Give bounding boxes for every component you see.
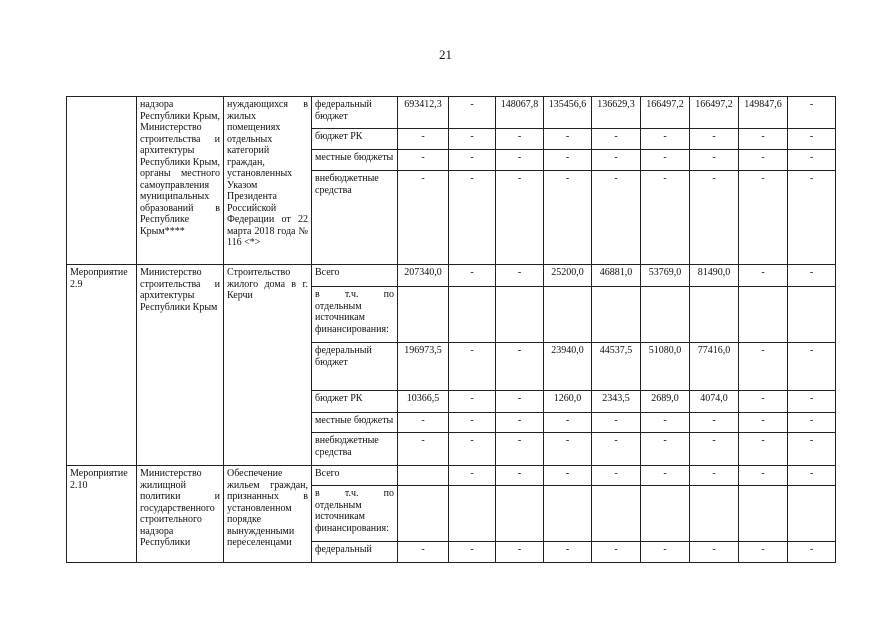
year-value: - [739, 171, 788, 265]
year-value [739, 486, 788, 542]
year-value: 44537,5 [592, 343, 641, 391]
year-value: 1260,0 [544, 391, 592, 413]
source-name: федеральный бюджет [312, 97, 398, 129]
total-value: 207340,0 [398, 265, 449, 287]
total-value: - [398, 413, 449, 433]
year-value: - [544, 413, 592, 433]
year-value: - [739, 343, 788, 391]
year-value: - [449, 542, 496, 563]
year-value [690, 486, 739, 542]
year-value: - [496, 129, 544, 150]
year-value [641, 486, 690, 542]
year-value: 166497,2 [641, 97, 690, 129]
year-value [449, 486, 496, 542]
year-value: - [690, 129, 739, 150]
year-value: - [739, 466, 788, 486]
year-value [739, 287, 788, 343]
year-value: 23940,0 [544, 343, 592, 391]
year-value: - [739, 413, 788, 433]
year-value: - [788, 433, 836, 466]
year-value: - [690, 433, 739, 466]
table-row [67, 97, 836, 129]
year-value [496, 486, 544, 542]
source-name: внебюджетные средства [312, 433, 398, 466]
year-value: - [641, 542, 690, 563]
year-value: 4074,0 [690, 391, 739, 413]
year-value: - [788, 171, 836, 265]
total-value: 10366,5 [398, 391, 449, 413]
year-value: 135456,6 [544, 97, 592, 129]
description-cell: нуждающихся в жилых помещениях отдельных категорий граждан, установленных Указом Президента Российской Федерации от 22 марта 2018 года № 116 <*> [224, 97, 312, 265]
year-value: - [449, 150, 496, 171]
year-value: - [690, 171, 739, 265]
year-value: 51080,0 [641, 343, 690, 391]
year-value [496, 287, 544, 343]
source-name: Всего [312, 466, 398, 486]
executor-cell: Министерство жилищной политики и государственного строительного надзора Республики [137, 466, 224, 563]
year-value: - [641, 466, 690, 486]
year-value: - [449, 129, 496, 150]
total-value: 196973,5 [398, 343, 449, 391]
year-value: - [496, 343, 544, 391]
source-name: федеральный [312, 542, 398, 563]
year-value: 2689,0 [641, 391, 690, 413]
year-value: - [788, 413, 836, 433]
year-value: - [788, 97, 836, 129]
year-value: - [690, 542, 739, 563]
year-value: - [641, 150, 690, 171]
total-value: - [398, 433, 449, 466]
year-value: - [592, 466, 641, 486]
year-value: - [641, 413, 690, 433]
year-value: 77416,0 [690, 343, 739, 391]
year-value [592, 486, 641, 542]
year-value: - [690, 413, 739, 433]
total-value [398, 466, 449, 486]
event-cell: Мероприятие 2.10 [67, 466, 137, 563]
year-value: - [449, 466, 496, 486]
financing-table [66, 96, 836, 563]
year-value: - [788, 466, 836, 486]
description-cell: Обеспечение жильем граждан, признанных в установленном порядке вынужденными переселенцами [224, 466, 312, 563]
source-name: бюджет РК [312, 391, 398, 413]
year-value: - [788, 129, 836, 150]
executor-cell: надзора Республики Крым, Министерство строительства и архитектуры Республики Крым, органы местного самоуправления муниципальных образований в Республике Крым**** [137, 97, 224, 265]
year-value: - [496, 433, 544, 466]
year-value: - [690, 466, 739, 486]
year-value: - [788, 343, 836, 391]
year-value: - [544, 129, 592, 150]
year-value: - [544, 150, 592, 171]
year-value: - [544, 433, 592, 466]
page-number: 21 [439, 47, 452, 62]
year-value: 81490,0 [690, 265, 739, 287]
source-name: местные бюджеты [312, 150, 398, 171]
total-value [398, 287, 449, 343]
year-value: - [690, 150, 739, 171]
year-value: - [449, 97, 496, 129]
year-value: - [592, 150, 641, 171]
source-name: федеральный бюджет [312, 343, 398, 391]
year-value [544, 486, 592, 542]
year-value: - [739, 265, 788, 287]
total-value: - [398, 150, 449, 171]
description-cell: Строительство жилого дома в г. Керчи [224, 265, 312, 466]
total-value: 693412,3 [398, 97, 449, 129]
year-value: - [788, 265, 836, 287]
year-value: - [592, 129, 641, 150]
year-value: - [739, 150, 788, 171]
year-value: - [544, 542, 592, 563]
year-value [449, 287, 496, 343]
year-value: - [496, 542, 544, 563]
year-value: - [449, 413, 496, 433]
year-value: 166497,2 [690, 97, 739, 129]
event-cell: Мероприятие 2.9 [67, 265, 137, 466]
year-value: - [592, 171, 641, 265]
year-value [788, 486, 836, 542]
year-value: - [641, 171, 690, 265]
year-value: - [739, 542, 788, 563]
year-value: - [449, 343, 496, 391]
year-value: - [496, 265, 544, 287]
total-value: - [398, 129, 449, 150]
source-name: Всего [312, 265, 398, 287]
year-value [544, 287, 592, 343]
year-value: - [788, 542, 836, 563]
year-value: 149847,6 [739, 97, 788, 129]
year-value: - [544, 171, 592, 265]
year-value: - [788, 391, 836, 413]
year-value: - [496, 150, 544, 171]
year-value: - [739, 391, 788, 413]
year-value: - [739, 129, 788, 150]
year-value: - [592, 413, 641, 433]
year-value: 46881,0 [592, 265, 641, 287]
source-name: в т.ч. по отдельным источникам финансирования: [312, 486, 398, 542]
year-value: 136629,3 [592, 97, 641, 129]
year-value: - [641, 433, 690, 466]
year-value [641, 287, 690, 343]
year-value [592, 287, 641, 343]
year-value: - [592, 433, 641, 466]
year-value: - [592, 542, 641, 563]
year-value: - [496, 171, 544, 265]
year-value: - [496, 391, 544, 413]
source-name: местные бюджеты [312, 413, 398, 433]
year-value: 25200,0 [544, 265, 592, 287]
year-value [788, 287, 836, 343]
total-value: - [398, 542, 449, 563]
year-value: - [544, 466, 592, 486]
table-row [67, 265, 836, 287]
year-value: 53769,0 [641, 265, 690, 287]
total-value: - [398, 171, 449, 265]
executor-cell: Министерство строительства и архитектуры Республики Крым [137, 265, 224, 466]
year-value [690, 287, 739, 343]
year-value: 2343,5 [592, 391, 641, 413]
year-value: 148067,8 [496, 97, 544, 129]
source-name: в т.ч. по отдельным источникам финансирования: [312, 287, 398, 343]
total-value [398, 486, 449, 542]
year-value: - [641, 129, 690, 150]
year-value: - [449, 265, 496, 287]
table-row [67, 466, 836, 486]
year-value: - [449, 391, 496, 413]
year-value: - [449, 171, 496, 265]
year-value: - [739, 433, 788, 466]
source-name: бюджет РК [312, 129, 398, 150]
year-value: - [496, 466, 544, 486]
year-value: - [496, 413, 544, 433]
year-value: - [788, 150, 836, 171]
event-cell [67, 97, 137, 265]
year-value: - [449, 433, 496, 466]
source-name: внебюджетные средства [312, 171, 398, 265]
